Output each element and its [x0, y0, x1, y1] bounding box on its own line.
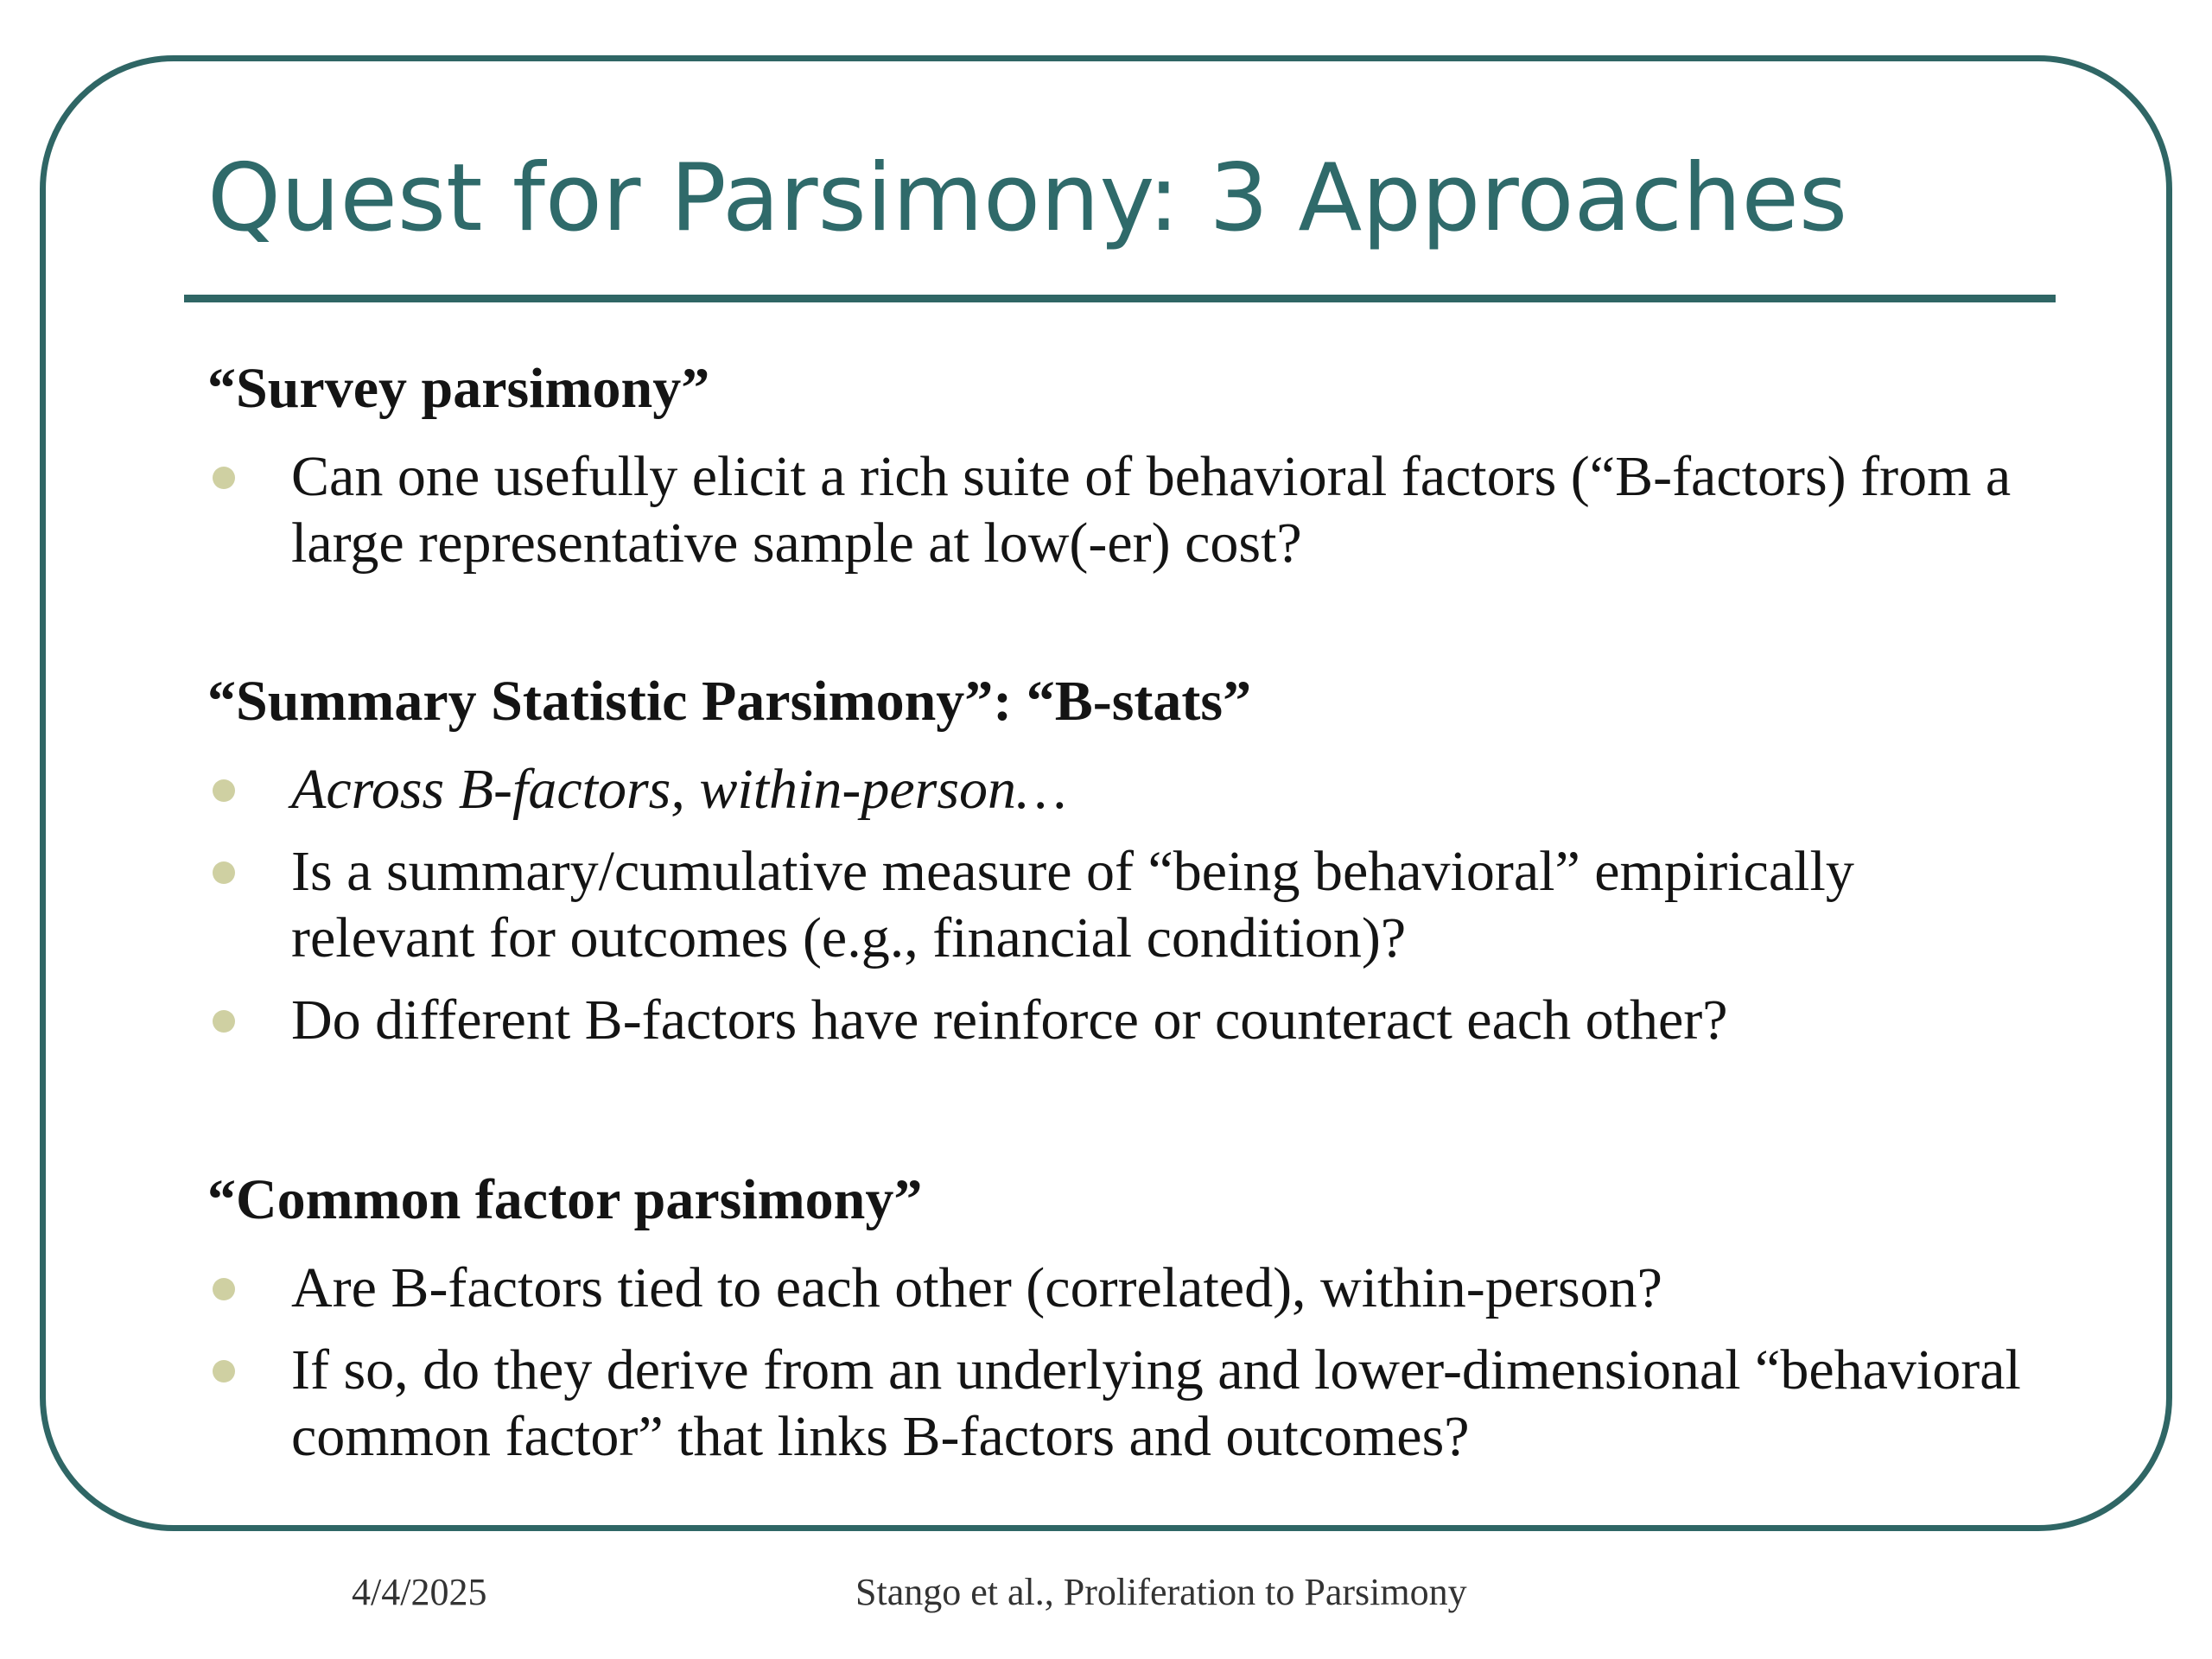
bullet-dot-icon — [213, 467, 235, 489]
bullet-list — [207, 1255, 2039, 1470]
bullet-dot-icon — [213, 1360, 235, 1382]
bullet-dot-icon — [213, 861, 235, 884]
footer-date: 4/4/2025 — [352, 1571, 487, 1613]
footer-credit: Stango et al., Proliferation to Parsimony — [855, 1571, 1467, 1613]
section-survey-parsimony — [207, 350, 2039, 576]
section-heading: “Common factor parsimony” — [207, 1168, 923, 1231]
bullet-dot-icon — [213, 779, 235, 802]
section-summary-statistic-parsimony — [207, 663, 2039, 1053]
bullet-item — [207, 838, 2039, 971]
section-heading: “Summary Statistic Parsimony”: “B-stats” — [207, 670, 1252, 733]
title-underline — [184, 295, 2056, 302]
bullet-item — [207, 756, 2039, 823]
bullet-text: Across B-factors, within-person… — [291, 758, 1067, 821]
slide-content — [207, 350, 2039, 1470]
section-common-factor-parsimony — [207, 1161, 2039, 1470]
slide-title: Quest for Parsimony: 3 Approaches — [207, 144, 1848, 252]
bullet-text: Do different B-factors have reinforce or counteract each other? — [291, 988, 1728, 1052]
bullet-text: Are B-factors tied to each other (correlated), within-person? — [291, 1256, 1662, 1319]
bullet-dot-icon — [213, 1278, 235, 1300]
bullet-item — [207, 987, 2039, 1053]
bullet-text: Is a summary/cumulative measure of “being behavioral” empirically relevant for outcomes (e.g., financial condition)? — [291, 840, 1854, 969]
bullet-item — [207, 1337, 2039, 1470]
bullet-list — [207, 756, 2039, 1053]
bullet-list — [207, 443, 2039, 576]
bullet-item — [207, 1255, 2039, 1321]
bullet-dot-icon — [213, 1010, 235, 1033]
bullet-item — [207, 443, 2039, 576]
bullet-text: If so, do they derive from an underlying and lower-dimensional “behavioral common factor” that links B-factors and outcomes? — [291, 1338, 2021, 1468]
bullet-text: Can one usefully elicit a rich suite of behavioral factors (“B-factors) from a large representative sample at low(-er) cost? — [291, 445, 2012, 575]
section-heading: “Survey parsimony” — [207, 357, 710, 420]
